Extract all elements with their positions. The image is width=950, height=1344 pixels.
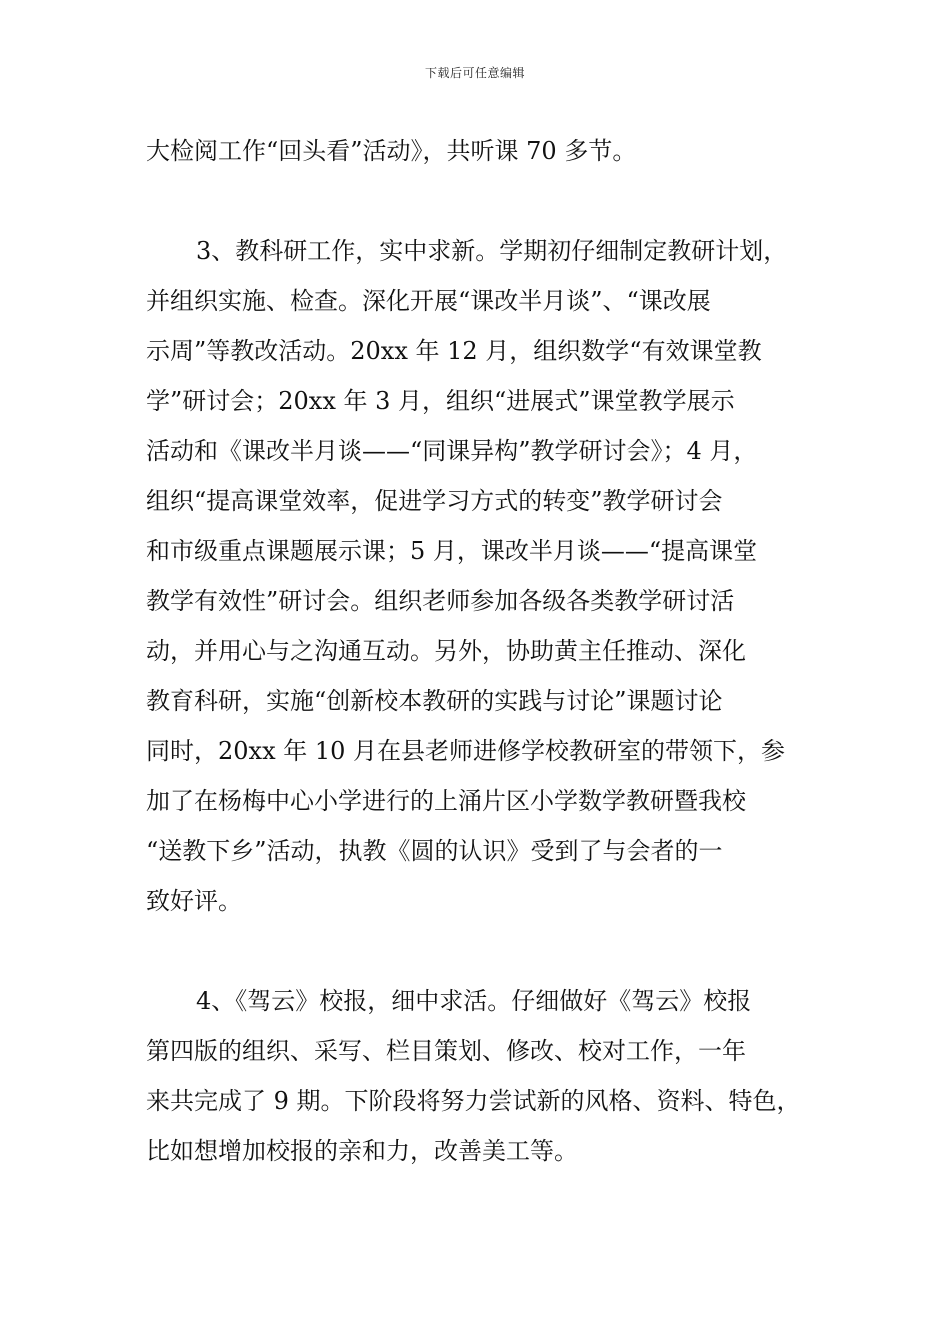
text-line: “送教下乡”活动，执教《圆的认识》受到了与会者的一	[146, 837, 723, 865]
text-line: 3、教科研工作，实中求新。学期初仔细制定教研计划，	[196, 237, 788, 265]
paragraph-gap	[146, 926, 826, 976]
text-line: 和市级重点课题展示课；5 月，课改半月谈——“提高课堂	[146, 537, 758, 565]
text-line: 4、《驾云》校报，细中求活。仔细做好《驾云》校报	[196, 987, 752, 1015]
text-line: 第四版的组织、采写、栏目策划、修改、校对工作，一年	[146, 1037, 746, 1065]
text-line: 组织“提高课堂效率，促进学习方式的转变”教学研讨会	[146, 487, 723, 515]
text-line: 同时，20xx 年 10 月在县老师进修学校教研室的带领下，参	[146, 737, 786, 765]
paragraph-3	[146, 976, 826, 1176]
text-line: 大检阅工作“回头看”活动》，共听课 70 多节。	[146, 137, 637, 165]
document-body	[146, 126, 826, 1176]
paragraph-2	[146, 226, 826, 926]
text-line: 教学有效性”研讨会。组织老师参加各级各类教学研讨活	[146, 587, 735, 615]
text-line: 教育科研，实施“创新校本教研的实践与讨论”课题讨论	[146, 687, 723, 715]
text-line: 致好评。	[146, 887, 242, 915]
text-line: 加了在杨梅中心小学进行的上涌片区小学数学教研暨我校	[146, 787, 746, 815]
paragraph-1	[146, 126, 826, 176]
text-line: 比如想增加校报的亲和力，改善美工等。	[146, 1137, 578, 1165]
text-line: 动，并用心与之沟通互动。另外，协助黄主任推动、深化	[146, 637, 746, 665]
text-line: 活动和《课改半月谈——“同课异构”教学研讨会》；4 月，	[146, 437, 758, 465]
text-line: 示周”等教改活动。20xx 年 12 月，组织数学“有效课堂教	[146, 337, 762, 365]
text-line: 来共完成了 9 期。下阶段将努力尝试新的风格、资料、特色，	[146, 1087, 801, 1115]
page-header: 下载后可任意编辑	[424, 66, 525, 80]
text-line: 学”研讨会；20xx 年 3 月，组织“进展式”课堂教学展示	[146, 387, 735, 415]
paragraph-gap	[146, 176, 826, 226]
text-line: 并组织实施、检查。深化开展“课改半月谈”、“课改展	[146, 287, 711, 315]
